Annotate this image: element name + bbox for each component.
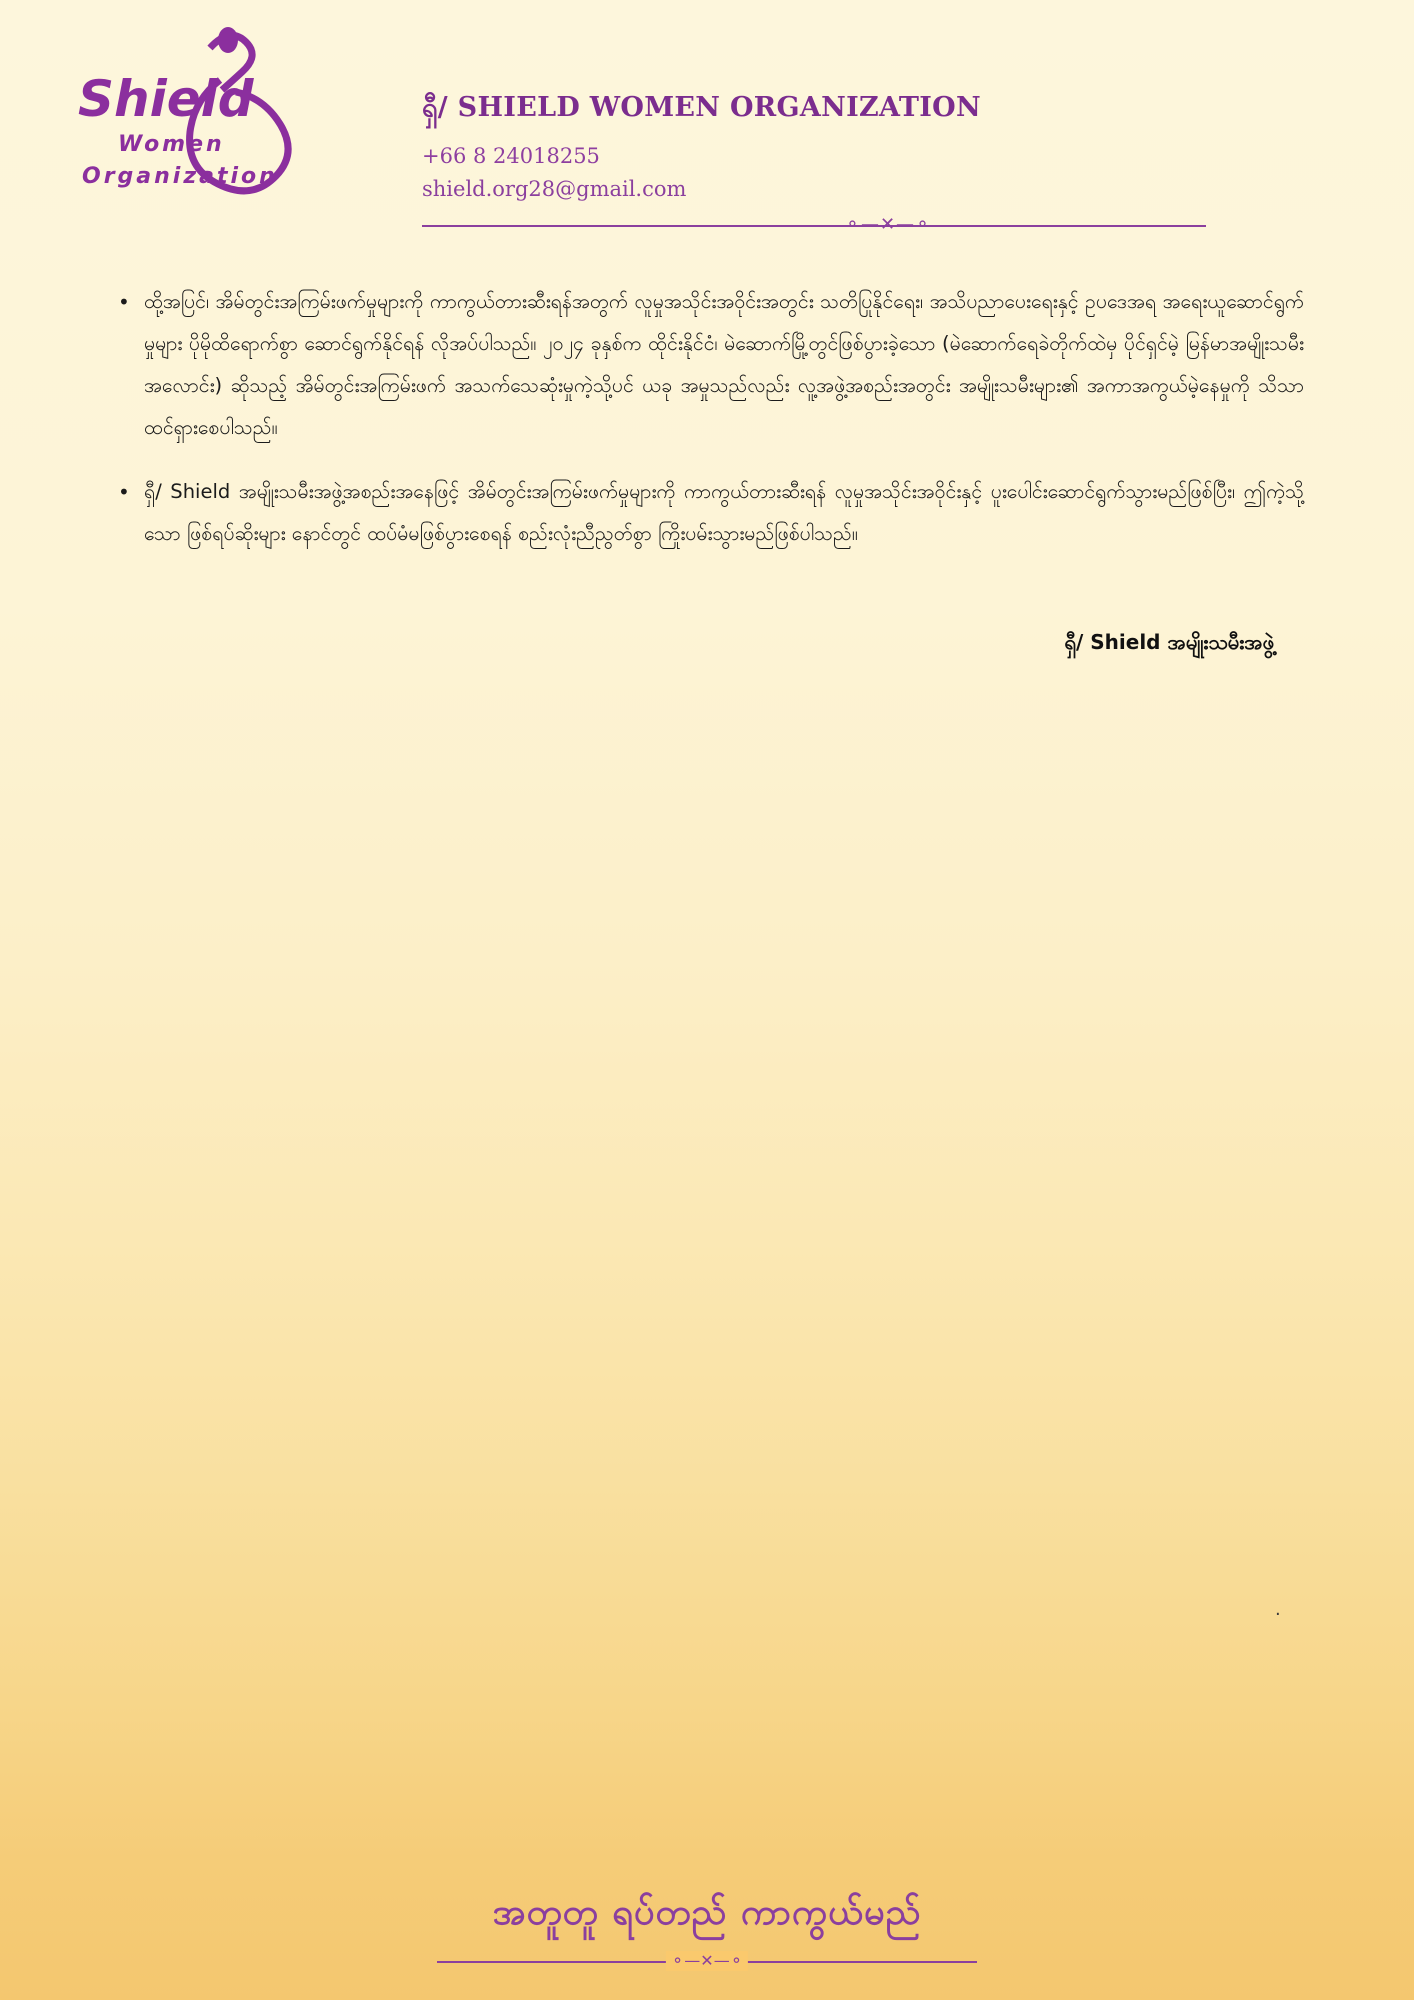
logo-wordmark: Shield — [78, 70, 254, 128]
phone-number: +66 8 24018255 — [422, 144, 600, 168]
footer-divider — [437, 1952, 977, 1972]
logo-subline-2: Organization — [82, 164, 278, 189]
email-address[interactable]: shield.org28@gmail.com — [422, 177, 687, 201]
header-divider — [422, 215, 1354, 237]
header-divider-line — [422, 225, 1206, 227]
header-divider-ornament-icon: ⚬—✕—⚬ — [844, 214, 932, 235]
stray-mark: . — [1275, 1599, 1281, 1620]
organization-logo — [60, 18, 360, 189]
statement-bullet-list — [110, 281, 1334, 555]
letterhead-header — [0, 0, 1414, 237]
list-item: • ထို့အပြင်၊ အိမ်တွင်းအကြမ်းဖက်မှုများကို ကာကွယ်တားဆီးရန်အတွက် လူမှုအသိုင်းအဝိုင်းအတွင်း သတိပြုနိုင်ရေး၊ အသိပညာပေးရေးနှင့် ဥပဒေအရ အရေးယူဆောင်ရွက်မှုများ ပိုမိုထိရောက်စွာ ဆောင်ရွက်နိုင်ရန် လိုအပ်ပါသည်။ ၂၀၂၄ ခုနှစ်က ထိုင်းနိုင်ငံ၊ မဲဆောက်မြို့တွင်ဖြစ်ပွားခဲ့သော (မဲဆောက်ရေခဲတိုက်ထဲမှ ပိုင်ရှင်မဲ့ မြန်မာအမျိုးသမီး အလောင်း) ဆိုသည့် အိမ်တွင်းအကြမ်းဖက် အသက်သေဆုံးမှုကဲ့သို့ပင် ယခု အမှုသည်လည်း လူ့အဖွဲ့အစည်းအတွင်း အမျိုးသမီးများ၏ အကာအကွယ်မဲ့နေမှုကို သိသာထင်ရှားစေပါသည်။ — [144, 281, 1334, 449]
document-body — [0, 237, 1414, 659]
footer-slogan: အတူတူ ရပ်တည် ကာကွယ်မည် — [492, 1892, 922, 1933]
list-item: • ရှီ/ Shield အမျိုးသမီးအဖွဲ့အစည်းအနေဖြင့် အိမ်တွင်းအကြမ်းဖက်မှုများကို ကာကွယ်တားဆီးရန် လူမှုအသိုင်းအဝိုင်းနှင့် ပူးပေါင်းဆောင်ရွက်သွားမည်ဖြစ်ပြီး၊ ဤကဲ့သို့သော ဖြစ်ရပ်ဆိုးများ နောင်တွင် ထပ်မံမဖြစ်ပွားစေရန် စည်းလုံးညီညွတ်စွာ ကြိုးပမ်းသွားမည်ဖြစ်ပါသည်။ — [144, 471, 1334, 555]
organization-title: ရှီ/ SHIELD WOMEN ORGANIZATION — [422, 92, 981, 123]
letterhead-footer — [0, 1888, 1414, 1972]
shield-logo-icon — [60, 18, 300, 213]
signature-line: ရှီ/ Shield အမျိုးသမီးအဖွဲ့ — [1064, 629, 1274, 654]
logo-subline-1: Women — [118, 132, 225, 157]
header-contact-block — [360, 18, 1354, 237]
footer-divider-ornament-icon: ⚬—✕—⚬ — [666, 1951, 748, 1971]
